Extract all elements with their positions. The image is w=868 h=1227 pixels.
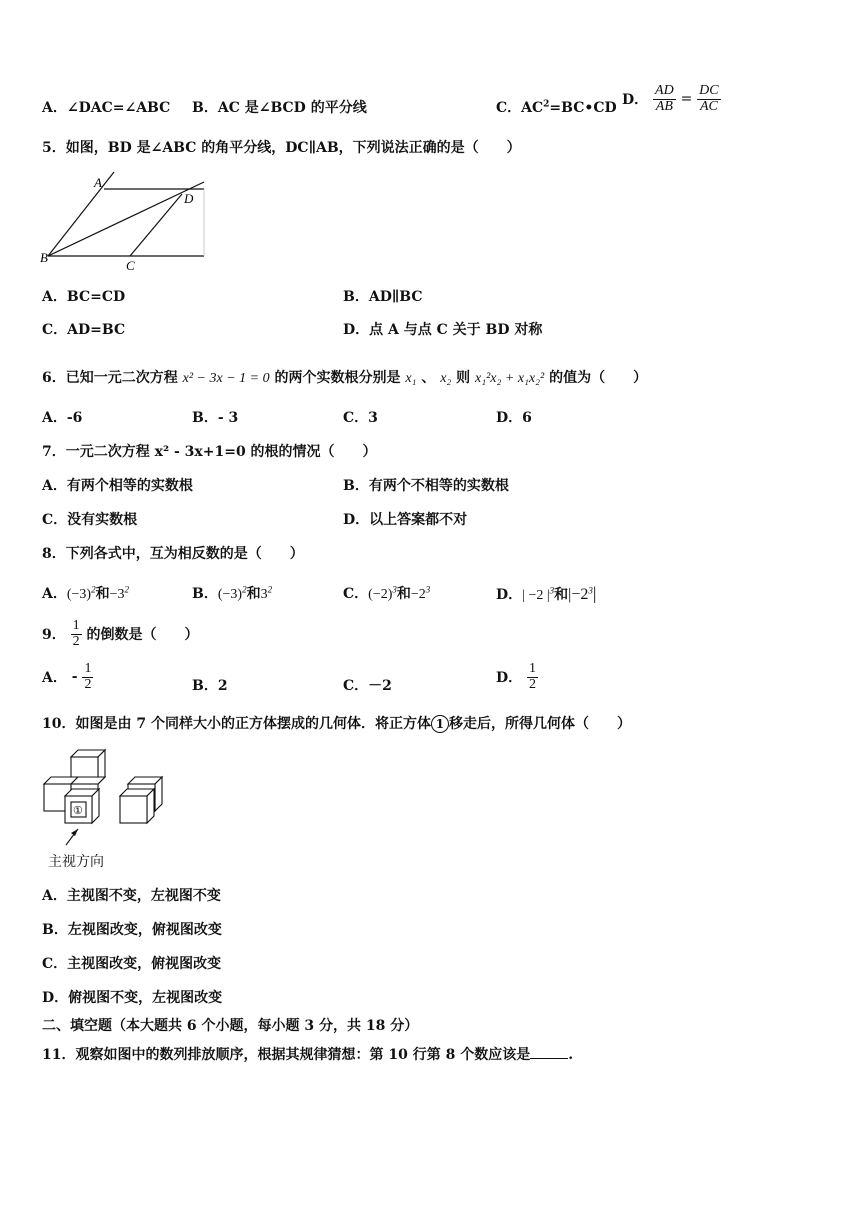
q9-option-a: A． - $\frac{1}{2}$ bbox=[42, 661, 92, 692]
fig-label-d: D bbox=[184, 191, 194, 206]
fig-label-c: C bbox=[126, 258, 135, 272]
q8-option-b: B．$(-3)^2$和$3^2$ bbox=[192, 584, 273, 602]
q5-option-b: B．AD∥BC bbox=[343, 289, 423, 305]
q4-option-b: B．AC 是∠BCD 的平分线 bbox=[192, 100, 367, 116]
q5-stem: 5．如图，BD 是∠ABC 的角平分线，DC∥AB，下列说法正确的是（ ） bbox=[42, 140, 521, 156]
view-direction-label: 主视方向 bbox=[48, 854, 104, 870]
q8-option-c: C．$(-2)^3$和$-2^3$ bbox=[343, 584, 431, 602]
q10-option-d: D．俯视图不变，左视图改变 bbox=[42, 990, 223, 1006]
q9-d-fraction: $\frac{1}{2}$ bbox=[529, 661, 537, 692]
q5-parallelogram-figure bbox=[38, 170, 210, 272]
q4-option-c: C．$AC^2=BC•CD$ bbox=[496, 99, 617, 116]
q6-expression: x₁²x₂ + x₁x₂² bbox=[475, 371, 545, 386]
q9-option-c: C．－2 bbox=[343, 678, 392, 694]
q6-x1: x₁ bbox=[405, 371, 417, 386]
q6-x2: x₂ bbox=[440, 371, 452, 386]
q6-option-b: B．- 3 bbox=[192, 410, 239, 426]
q9-a-fraction: $\frac{1}{2}$ bbox=[84, 661, 92, 692]
circled-one-mark: 1 bbox=[431, 715, 449, 733]
q4-option-d: D． $\frac{AD}{AB}$ = $\frac{DC}{AC}$ bbox=[622, 83, 719, 114]
q5-option-d: D．点 A 与点 C 关于 BD 对称 bbox=[343, 322, 543, 338]
q6-equation: x² − 3x − 1 = 0 bbox=[182, 371, 270, 386]
q8-option-d: D．| −2 $|^3$和$|-2^3|$ bbox=[496, 583, 597, 603]
q7-option-d: D．以上答案都不对 bbox=[343, 512, 468, 528]
q9-stem: 9． $\frac{1}{2}$ 的倒数是（ ） bbox=[42, 618, 199, 649]
q7-option-a: A．有两个相等的实数根 bbox=[42, 478, 193, 494]
q9-option-b: B．2 bbox=[192, 678, 228, 694]
q4-d-left-fraction: $\frac{AD}{AB}$ bbox=[655, 83, 674, 114]
q10-stem: 10．如图是由 7 个同样大小的正方体摆成的几何体．将正方体 1 移走后，所得几何体（ ） bbox=[42, 716, 631, 732]
q9-half-fraction: $\frac{1}{2}$ bbox=[72, 618, 80, 649]
q7-stem: 7．一元二次方程 x² - 3x+1=0 的根的情况（ ） bbox=[42, 444, 377, 460]
q6-option-d: D．6 bbox=[496, 410, 532, 426]
q11-stem: 11．观察如图中的数列排放顺序，根据其规律猜想：第 10 行第 8 个数应该是 . bbox=[42, 1047, 574, 1063]
q4-d-right-fraction: $\frac{DC}{AC}$ bbox=[699, 83, 719, 114]
q8-option-a: A．$(-3)^2$和$-3^2$ bbox=[42, 584, 130, 602]
section-two-heading: 二、填空题（本大题共 6 个小题，每小题 3 分，共 18 分） bbox=[42, 1018, 419, 1034]
q10-option-c: C．主视图改变，俯视图改变 bbox=[42, 956, 222, 972]
q7-option-b: B．有两个不相等的实数根 bbox=[343, 478, 509, 494]
q10-option-b: B．左视图改变，俯视图改变 bbox=[42, 922, 222, 938]
fig-label-b: B bbox=[40, 250, 48, 265]
answer-blank[interactable] bbox=[530, 1046, 568, 1059]
q6-option-a: A．-6 bbox=[42, 410, 83, 426]
fig-label-a: A bbox=[94, 175, 102, 190]
q4-option-a: A．∠DAC=∠ABC bbox=[42, 100, 171, 116]
q5-option-c: C．AD=BC bbox=[42, 322, 126, 338]
q8-stem: 8．下列各式中，互为相反数的是（ ） bbox=[42, 546, 304, 562]
q6-option-c: C．3 bbox=[343, 410, 378, 426]
q9-option-d: D． $\frac{1}{2}$ bbox=[496, 661, 537, 692]
q7-option-c: C．没有实数根 bbox=[42, 512, 138, 528]
q6-stem: 6．已知一元二次方程 x² − 3x − 1 = 0 的两个实数根分别是 x₁ 、 x₂ 则 x₁²x₂ + x₁x₂² 的值为（ ） bbox=[42, 370, 648, 386]
q10-option-a: A．主视图不变，左视图不变 bbox=[42, 888, 221, 904]
cube-one-label: ① bbox=[73, 804, 83, 817]
q5-option-a: A．BC=CD bbox=[42, 289, 126, 305]
